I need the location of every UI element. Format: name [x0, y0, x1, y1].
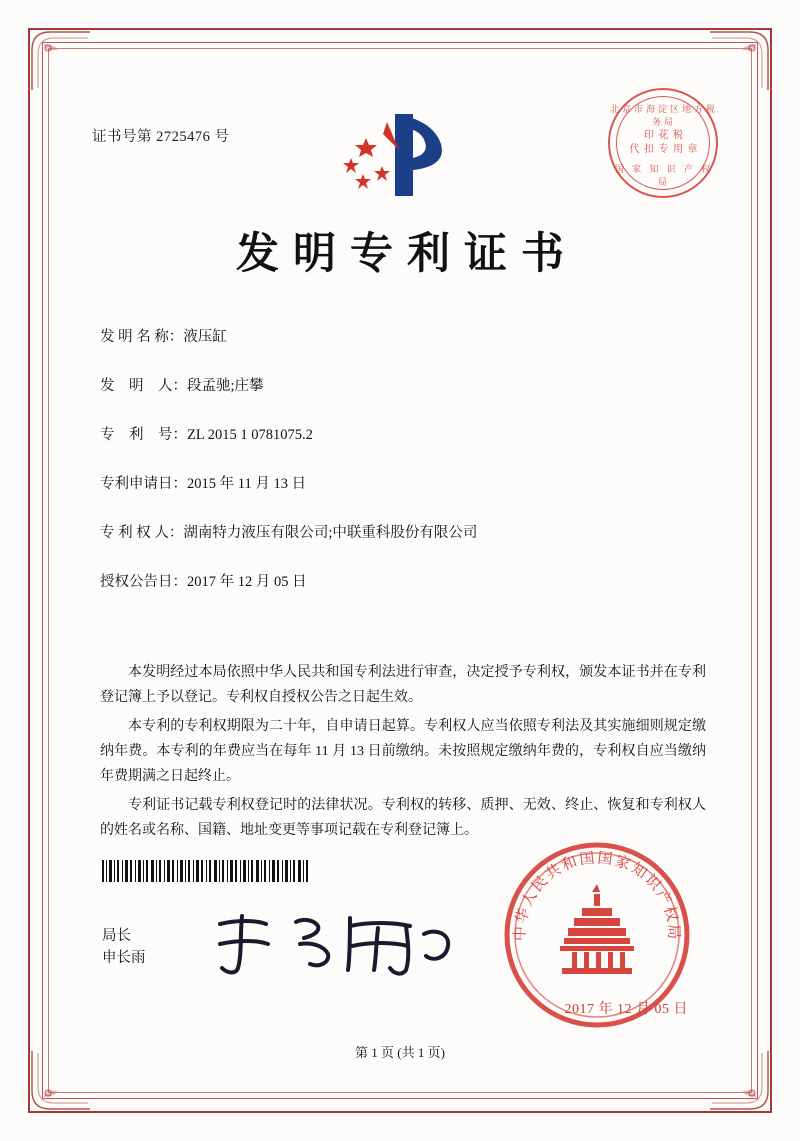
field-inventors	[100, 374, 710, 395]
field-value: 湖南特力液压有限公司;中联重科股份有限公司	[183, 525, 478, 541]
barcode	[102, 860, 312, 882]
body-paragraph: 本发明经过本局依照中华人民共和国专利法进行审查，决定授予专利权，颁发本证书并在专利登记簿上予以登记。专利权自授权公告之日起生效。	[100, 665, 706, 705]
certificate-fields	[100, 325, 710, 619]
field-value: 液压缸	[183, 329, 227, 345]
certificate-content	[70, 70, 730, 1071]
body-paragraph: 本专利的专利权期限为二十年，自申请日起算。专利权人应当依照专利法及其实施细则规定缴纳年费。本专利的年费应当在每年 11 月 13 日前缴纳。未按照规定缴纳年费的，专利权自应当缴纳年费期满之日起终止。	[100, 719, 706, 784]
certificate-body-text	[100, 660, 706, 847]
director-name: 申长雨	[102, 950, 146, 966]
body-paragraph: 专利证书记载专利权登记时的法律状况。专利权的转移、质押、无效、终止、恢复和专利权人的姓名或名称、国籍、地址变更等事项记载在专利登记簿上。	[100, 798, 706, 838]
tax-stamp-arc-bottom: 国 家 知 识 产 权 局	[614, 164, 714, 187]
tax-stamp-line2: 代 扣 专 用 章	[629, 144, 699, 155]
director-label: 局长	[102, 928, 131, 944]
seal-date: 2017 年 12 月 05 日	[564, 1002, 688, 1017]
field-value: 2017 年 12 月 05 日	[187, 574, 307, 590]
field-label: 专 利 权 人：	[100, 525, 184, 541]
field-label: 专 利 号：	[100, 427, 187, 443]
field-patent-number	[100, 423, 710, 444]
field-label: 发 明 名 称：	[100, 329, 184, 345]
field-label: 发 明 人：	[100, 378, 187, 394]
tax-stamp-line1: 印 花 税	[644, 130, 684, 141]
page-footer: 第 1 页 (共 1 页)	[355, 1045, 445, 1060]
field-value: 2015 年 11 月 13 日	[187, 476, 307, 492]
field-grant-date	[100, 570, 710, 591]
svg-text:中华人民共和国国家知识产权局: 中华人民共和国国家知识产权局	[510, 848, 684, 942]
patent-office-emblem-icon	[325, 104, 475, 204]
field-patentee	[100, 521, 710, 542]
tax-stamp-icon	[608, 88, 720, 200]
field-application-date	[100, 472, 710, 493]
handwritten-signature	[200, 908, 470, 980]
tax-stamp-lines	[608, 129, 720, 157]
field-invention-name	[100, 325, 710, 346]
tax-stamp-arc-top: 北京市海淀区地方税务局	[609, 104, 718, 127]
page-title: 发明专利证书	[236, 229, 578, 279]
field-label: 授权公告日：	[100, 574, 187, 590]
field-value: 段孟驰;庄攀	[187, 378, 264, 394]
field-value: ZL 2015 1 0781075.2	[187, 427, 313, 443]
field-label: 专利申请日：	[100, 476, 187, 492]
director-block	[102, 925, 146, 969]
certificate-number: 证书号第 2725476 号	[92, 129, 230, 145]
